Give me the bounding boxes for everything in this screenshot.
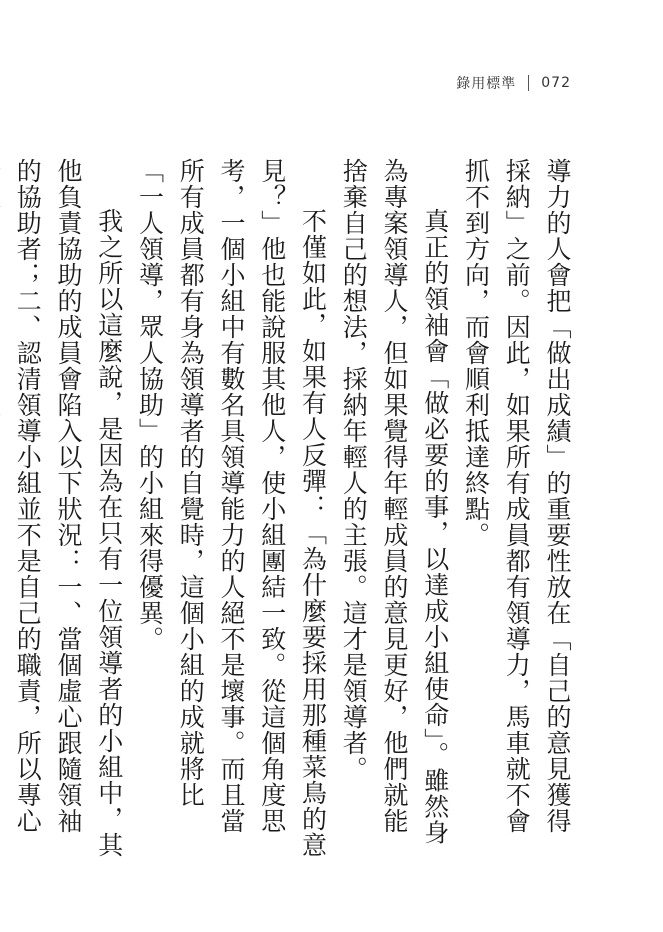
- running-header: [456, 73, 571, 93]
- body-text: [13, 158, 577, 858]
- paragraph-2: 真正的領袖會「做必要的事，以達成小組使命」。雖然身為專案領導人，但如果覺得年輕成員的意見更好，他們就能捨棄自己的想法，採納年輕人的主張。這才是領導者。: [339, 158, 450, 846]
- section-title: 錄用標準: [456, 76, 517, 92]
- paragraph-4: 我之所以這麼說，是因為在只有一位領導者的小組中，其他負責協助的成員會陷入以下狀況：一、當個虛心跟隨領袖的協助者；二、認清領導小組並不是自己的職責，所以專心: [13, 158, 124, 858]
- header-divider: [528, 75, 529, 91]
- page-number: 072: [541, 75, 571, 91]
- paragraph-1: 導力的人會把「做出成績」的重要性放在「自己的意見獲得採納」之前。因此，如果所有成員都有領導力，馬車就不會抓不到方向，而會順利抵達終點。: [461, 158, 572, 834]
- paragraph-3: 不僅如此，如果有人反彈：「為什麼要採用那種菜鳥的意見？」他也能說服其他人，使小組團結一致。從這個角度思考，一個小組中有數名具領導能力的人絕不是壞事。而且當所有成員都有身為領導者的自覺時，這個小組的成就將比「一人領導，眾人協助」的小組來得優異。: [135, 158, 328, 858]
